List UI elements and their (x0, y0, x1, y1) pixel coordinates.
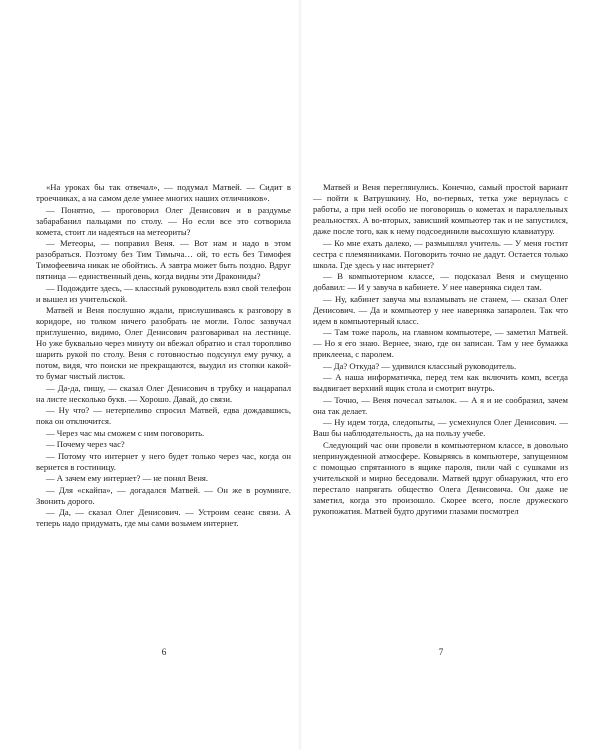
paragraph: — Да-да, пишу, — сказал Олег Денисович в трубку и нацарапал на листе несколько букв. — Хорошо. Давай, до связи. (36, 382, 291, 404)
right-page-text (313, 182, 568, 517)
paragraph: — Ну, кабинет завуча мы взламывать не станем, — сказал Олег Денисович. — Да и компьютер у нее наверняка запаролен. Так что идем в компьютерный класс. (313, 293, 568, 326)
paragraph: Матвей и Веня послушно ждали, прислушиваясь к разговору в коридоре, но толком ничего разобрать не могли. Голос зазвучал приглушенно, видимо, Олег Денисович разговаривал на лестнице. Но уже буквально через минуту он вбежал обратно и стал торопливо шарить рукой по столу. Веня с готовностью подсунул ему ручку, а потом, видя, что поиски не прекращаются, выудил из стопки какой-то бумаг чистый листок. (36, 305, 291, 381)
right-page-number: 7 (438, 647, 444, 657)
paragraph: — Ну идем тогда, следопыты, — усмехнулся Олег Денисович. — Ваш бы наблюдательность, да на пользу учебе. (313, 417, 568, 438)
paragraph: «На уроках бы так отвечал», — подумал Матвей. — Сидит в троечниках, а на самом деле умнее многих наших отличников». (36, 182, 291, 203)
paragraph: — В компьютерном классе, — подсказал Веня и смущенно добавил: — И у завуча в кабинете. У нее наверняка сидел там. (313, 271, 568, 292)
paragraph: — Почему через час? (46, 439, 125, 449)
paragraph: — Подождите здесь, — классный руководитель взял свой телефон и вышел из учительской. (36, 282, 291, 304)
paragraph: — Точно, — Веня почесал затылок. — А я и не сообразил, зачем она так делает. (313, 394, 568, 416)
paragraph: — Да? Откуда? — удивился классный руководитель. (323, 360, 517, 371)
paragraph: Матвей и Веня переглянулись. Конечно, самый простой вариант — пойти к Ватрушкину. Но, во-первых, тетка уже вернулась с работы, а при ней особо не поговоришь о кометах и параллельных реальностях. А во-вторых, зависший компьютер так и не запустился, даже после того, как к нему подсоединили высохшую клавиатуру. (313, 182, 568, 236)
paragraph: — А наша информатичка, перед тем как включить комп, всегда выдвигает верхний ящик стола и смотрит внутрь. (313, 372, 568, 393)
book-gutter (298, 0, 302, 750)
paragraph: — Метеоры, — поправил Веня. — Вот нам и надо в этом разобраться. Поэтому без Тим Тимыча… ой, то есть без Тимофея Тимофеевича никак не обойтись. А завтра может быть поздно. Вдруг пятница — единственный день, когда видны эти Дракониды? (36, 238, 291, 281)
paragraph: Следующий час они провели в компьютерном классе, в довольно непринужденной атмосфере. Ковыряясь в компьютере, запущенном с помощью спрятанного в ящике пароля, пили чай с сушками из учительской и мирно беседовали. Матвей вдруг обнаружил, что его перестало напрягать общество Олега Денисовича. Он даже не заметил, когда это произошло. Скорее всего, после дружеского рукопожатия. Матвей будто другими глазами посмотрел (313, 439, 568, 516)
paragraph: — Понятно, — проговорил Олег Денисович и в раздумье забарабанил пальцами по столу. — Но если все это сотворила комета, стоит ли надеяться на метеориты? (36, 204, 291, 237)
paragraph: — Там тоже пароль, на главном компьютере, — заметил Матвей. — Но я его знаю. Вернее, знаю, где он записан. Там у нее бумажка приклеена, с паролем. (313, 327, 568, 359)
paragraph: — Потому что интернет у него будет только через час, когда он вернется в гостиницу. (36, 450, 291, 472)
paragraph: — А зачем ему интернет? — не понял Веня. (46, 473, 209, 483)
paragraph: — Ко мне ехать далеко, — размышлял учитель. — У меня гостит сестра с племянниками. Поговорить точно не дадут. Остается только школа. Где здесь у нас интернет? (313, 237, 568, 270)
left-page-number: 6 (161, 647, 167, 657)
paragraph: — Для «скайпа», — догадался Матвей. — Он же в роуминге. Звонить дорого. (36, 484, 291, 506)
paragraph: — Ну что? — нетерпеливо спросил Матвей, едва дождавшись, пока он отключится. (36, 405, 291, 426)
left-page-text (36, 182, 291, 530)
paragraph: — Через час мы сможем с ним поговорить. (46, 427, 205, 438)
paragraph: — Да, — сказал Олег Денисович. — Устроим сеанс связи. А теперь надо придумать, где мы сами возьмем интернет. (36, 507, 291, 528)
